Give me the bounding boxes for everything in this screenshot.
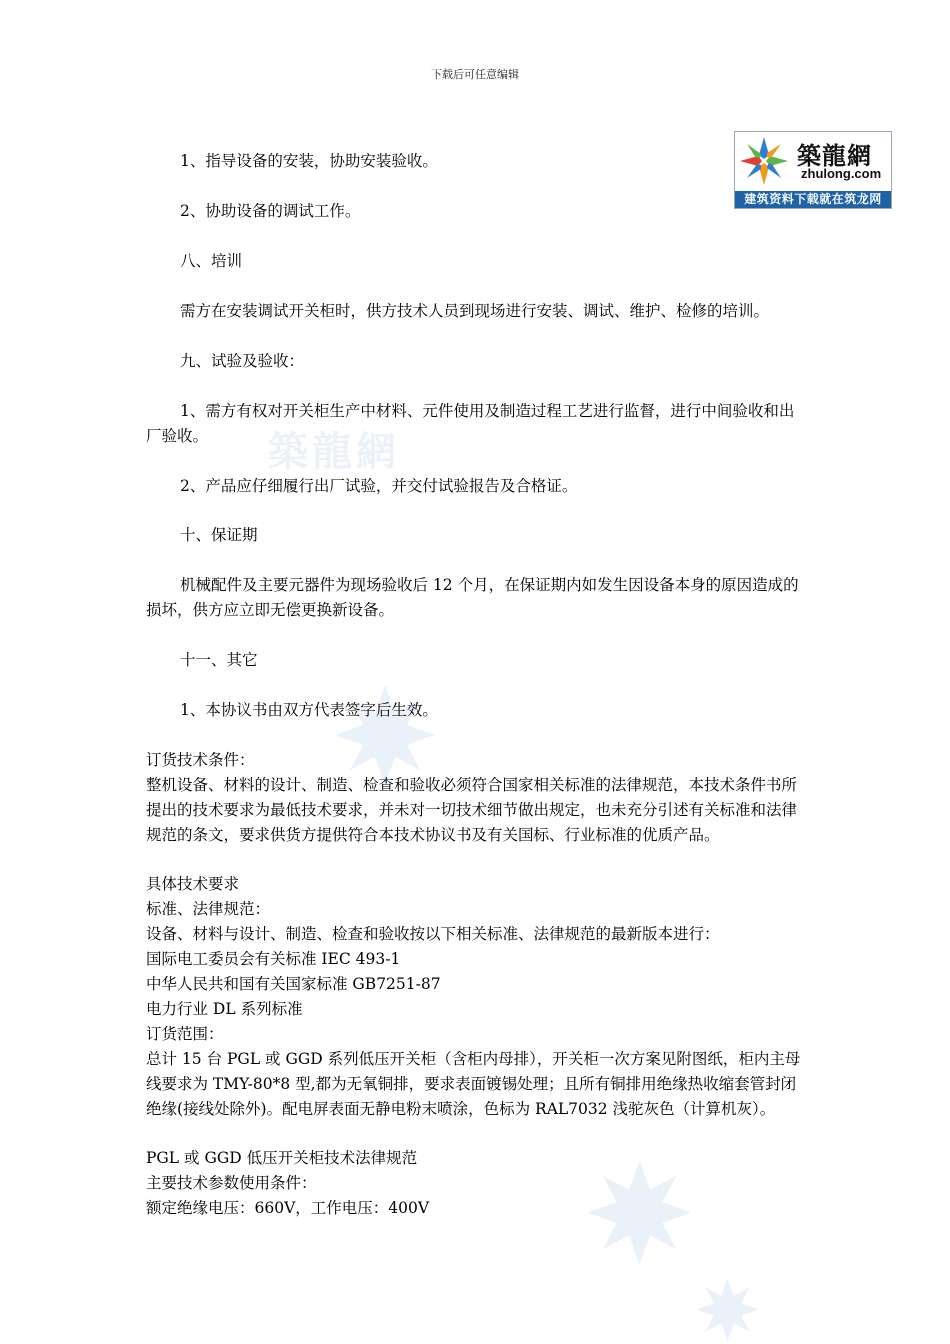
- subheading: 订货范围：: [146, 1025, 224, 1043]
- paragraph: 需方在安装调试开关柜时，供方技术人员到现场进行安装、调试、维护、检修的培训。: [180, 302, 770, 320]
- paragraph: 1、指导设备的安装，协助安装验收。: [180, 152, 438, 170]
- paragraph: 整机设备、材料的设计、制造、检查和验收必须符合国家相关标准的法律规范，本技术条件书所提出的技术要求为最低技术要求，并未对一切技术细节做出规定，也未充分引述有关标准和法律规范的条文，要求供货方提供符合本技术协议书及有关国标、行业标准的优质产品。: [146, 776, 798, 844]
- list-item: 国际电工委员会有关标准 IEC 493-1: [146, 950, 401, 968]
- page-header: 下载后可任意编辑: [431, 68, 519, 81]
- logo-chinese-name: 築龍網: [797, 141, 872, 170]
- section-heading: 十、保证期: [180, 526, 258, 544]
- watermark-text: 築龍網: [268, 428, 400, 475]
- section-heading: 八、培训: [180, 252, 243, 270]
- paragraph: 设备、材料与设计、制造、检查和验收按以下相关标准、法律规范的最新版本进行：: [146, 925, 720, 943]
- logo-site: zhulong.com: [801, 166, 882, 181]
- paragraph: 1、需方有权对开关柜生产中材料、元件使用及制造过程工艺进行监督，进行中间验收和出厂验收。: [146, 402, 795, 445]
- subheading: 具体技术要求: [146, 875, 240, 893]
- subheading: PGL 或 GGD 低压开关柜技术法律规范: [146, 1149, 418, 1167]
- list-item: 中华人民共和国有关国家标准 GB7251-87: [146, 975, 441, 993]
- paragraph: 2、协助设备的调试工作。: [180, 202, 361, 220]
- subheading: 主要技术参数使用条件：: [146, 1174, 317, 1192]
- section-heading: 九、试验及验收：: [180, 352, 305, 370]
- list-item: 电力行业 DL 系列标准: [146, 1000, 303, 1018]
- paragraph: 总计 15 台 PGL 或 GGD 系列低压开关柜（含柜内母排），开关柜一次方案见附图纸，柜内主母线要求为 TMY-80*8 型,都为无氧铜排，要求表面镀锡处理；且所有铜排用绝缘热收缩套管封闭绝缘(接线处除外)。配电屏表面无静电粉末喷涂，色标为 RAL7032 浅驼灰色（计算机灰）。: [146, 1050, 801, 1118]
- watermark-flower-icon: [690, 1275, 765, 1344]
- logo-slogan: 建筑资料下载就在筑龙网: [735, 191, 891, 208]
- paragraph: 机械配件及主要元器件为现场验收后 12 个月，在保证期内如发生因设备本身的原因造成的损坏，供方应立即无偿更换新设备。: [146, 576, 799, 619]
- paragraph: 额定绝缘电压：660V，工作电压：400V: [146, 1199, 430, 1217]
- subheading: 标准、法律规范：: [146, 900, 271, 918]
- paragraph: 2、产品应仔细履行出厂试验，并交付试验报告及合格证。: [180, 477, 578, 495]
- paragraph: 1、本协议书由双方代表签字后生效。: [180, 701, 438, 719]
- subheading: 订货技术条件：: [146, 751, 255, 769]
- section-heading: 十一、其它: [180, 651, 258, 669]
